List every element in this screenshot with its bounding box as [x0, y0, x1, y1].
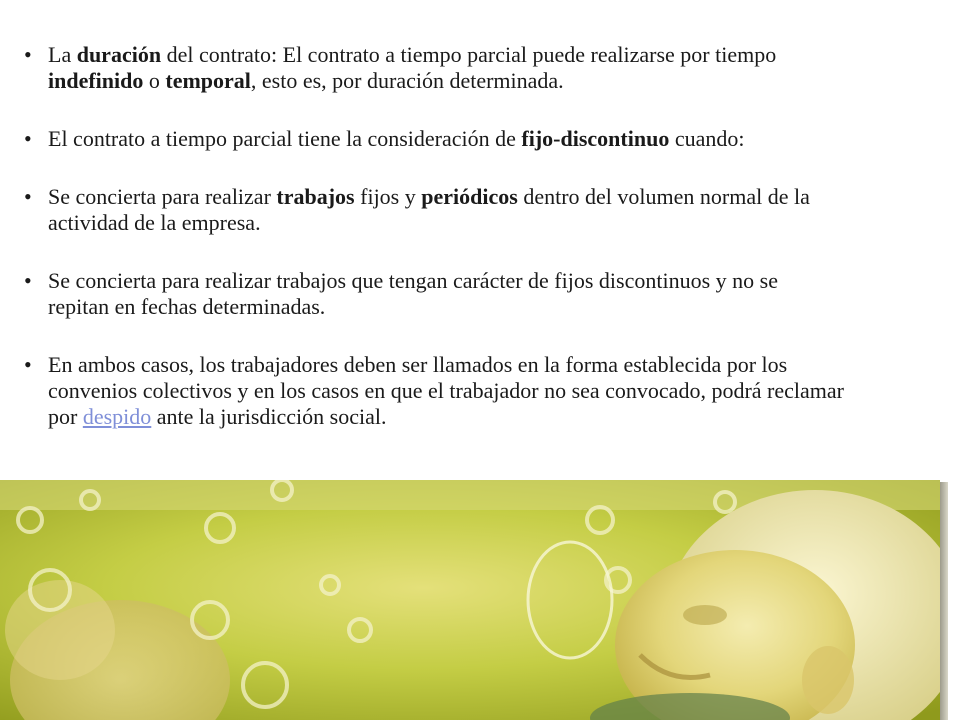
bullet-marker: •	[24, 42, 32, 67]
bold-term: duración	[76, 42, 162, 67]
bullet-marker: •	[24, 352, 32, 377]
bullet-marker: •	[24, 126, 32, 151]
bullet-marker: •	[24, 268, 32, 293]
bullet-item	[24, 126, 844, 152]
bullet-text: Se concierta para realizar trabajos que tengan carácter de fijos discontinuos y no se repitan en fechas determinadas.	[48, 268, 778, 319]
bullet-text: dentro del volumen normal de la actividad de la empresa.	[48, 184, 810, 235]
photo-frame-edge	[940, 482, 948, 720]
bold-term: fijo-discontinuo	[521, 126, 670, 151]
bold-term: temporal	[165, 68, 251, 93]
bullet-item	[24, 184, 844, 236]
bullet-list	[24, 42, 844, 462]
bubbles-child-photo	[0, 480, 940, 720]
bullet-text: cuando:	[669, 126, 745, 151]
bullet-text: Se concierta para realizar	[48, 184, 277, 209]
bullet-item	[24, 42, 844, 94]
despido-link[interactable]: despido	[82, 404, 152, 429]
bullet-text: La	[48, 42, 77, 67]
bold-term: indefinido	[48, 68, 144, 93]
bullet-marker: •	[24, 184, 32, 209]
bullet-text: El contrato a tiempo parcial tiene la consideración de	[48, 126, 522, 151]
bullet-text: del contrato: El contrato a tiempo parcial puede realizarse por tiempo	[161, 42, 777, 67]
bold-term: periódicos	[421, 184, 518, 209]
bullet-text: o	[143, 68, 166, 93]
bullet-text: ante la jurisdicción social.	[151, 404, 387, 429]
bullet-text: , esto es, por duración determinada.	[250, 68, 564, 93]
bold-term: trabajos	[276, 184, 355, 209]
bullet-text: En ambos casos, los trabajadores deben ser llamados en la forma establecida por los convenios colectivos y en los casos en que el trabajador no sea convocado, podrá reclamar por	[48, 352, 844, 429]
bullet-item	[24, 352, 844, 430]
bullet-text: fijos y	[354, 184, 422, 209]
bullet-item	[24, 268, 844, 320]
photo-illustration	[0, 480, 940, 720]
